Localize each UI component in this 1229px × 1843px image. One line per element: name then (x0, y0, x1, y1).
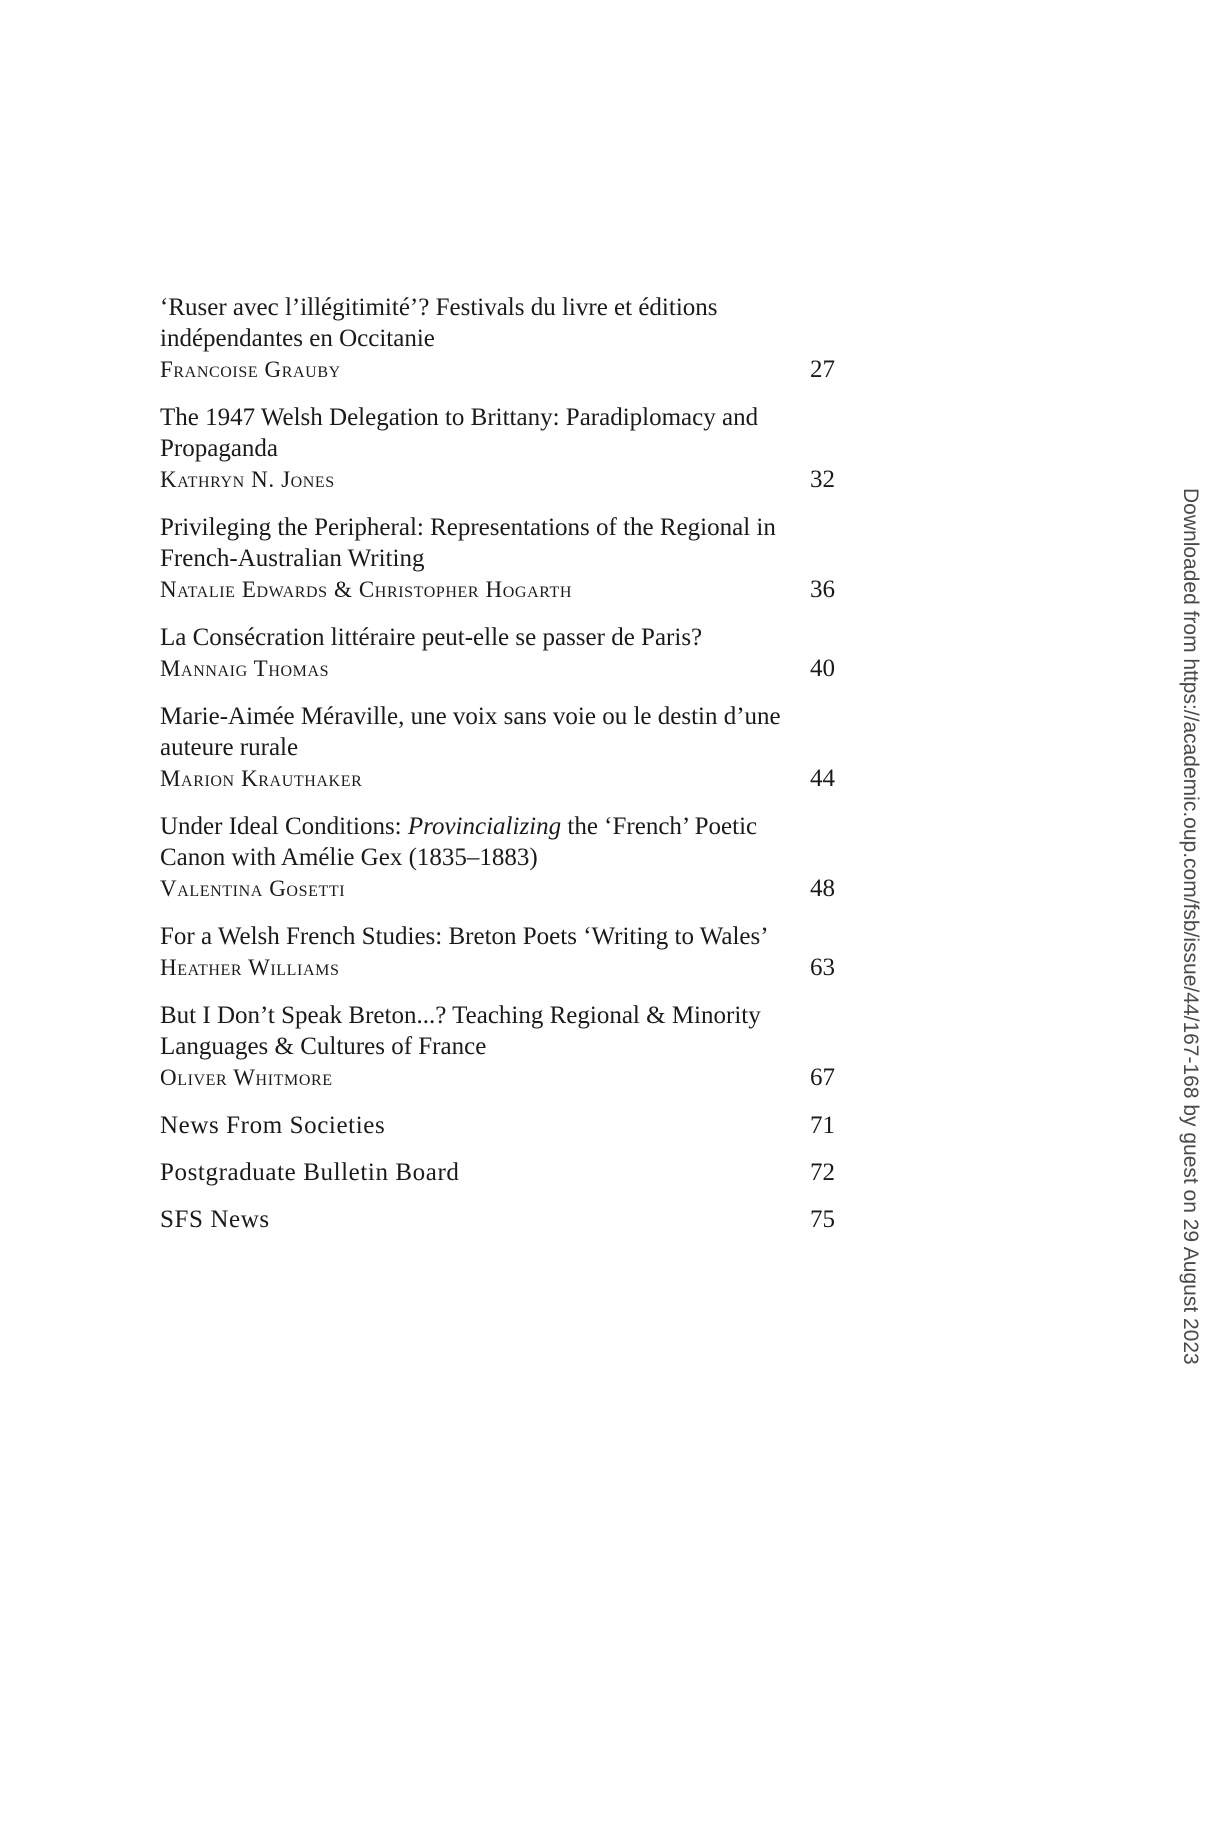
toc-entry (160, 1000, 835, 1093)
entry-title-part: ‘Ruser avec l’illégitimité’? Festivals du livre et éditions indépendantes en Occitanie (160, 294, 718, 352)
entry-title (160, 921, 800, 952)
entry-title-part: For a Welsh French Studies: Breton Poets ‘Writing to Wales’ (160, 923, 769, 950)
entry-title (160, 292, 800, 354)
toc-section (160, 1204, 835, 1235)
entry-title-part: The 1947 Welsh Delegation to Brittany: Paradiplomacy and Propaganda (160, 404, 759, 462)
entry-author: Heather Williams (160, 955, 340, 980)
entry-author: Mannaig Thomas (160, 656, 330, 681)
section-page-number: 75 (810, 1206, 835, 1233)
entry-title (160, 1000, 800, 1062)
entry-page-number: 40 (810, 655, 835, 682)
entry-page-number: 36 (810, 576, 835, 603)
entry-title (160, 811, 800, 873)
section-title: SFS News (160, 1206, 270, 1233)
toc-entries (160, 292, 835, 1093)
toc-sections (160, 1110, 835, 1235)
toc-entry (160, 402, 835, 495)
entry-author: Oliver Whitmore (160, 1065, 333, 1090)
section-title: News From Societies (160, 1112, 386, 1139)
toc-section (160, 1110, 835, 1141)
section-title: Postgraduate Bulletin Board (160, 1159, 460, 1186)
entry-title (160, 701, 800, 763)
download-watermark (1175, 488, 1205, 1418)
toc-section (160, 1157, 835, 1188)
entry-title-part: But I Don’t Speak Breton...? Teaching Regional & Minority Languages & Cultures of France (160, 1002, 761, 1060)
table-of-contents (160, 292, 835, 1251)
entry-title-italic: Provincializing (407, 813, 562, 840)
entry-page-number: 48 (810, 875, 835, 902)
entry-page-number: 32 (810, 466, 835, 493)
entry-page-number: 44 (810, 765, 835, 792)
entry-title-part: Marie-Aimée Méraville, une voix sans voie ou le destin d’une auteure rurale (160, 703, 781, 761)
toc-entry (160, 622, 835, 684)
entry-page-number: 63 (810, 954, 835, 981)
entry-title (160, 622, 800, 653)
section-page-number: 72 (810, 1159, 835, 1186)
entry-title-part: Privileging the Peripheral: Representations of the Regional in French-Australian Writing (160, 514, 776, 572)
toc-entry (160, 512, 835, 605)
entry-author: Marion Krauthaker (160, 766, 363, 791)
entry-page-number: 67 (810, 1064, 835, 1091)
entry-title-part: Under Ideal Conditions: (160, 813, 408, 840)
entry-title (160, 512, 800, 574)
entry-page-number: 27 (810, 356, 835, 383)
entry-title-part: the ‘French’ Poetic Canon with Amélie Gex (1835–1883) (160, 813, 758, 871)
entry-author: Kathryn N. Jones (160, 467, 335, 492)
toc-entry (160, 921, 835, 983)
entry-title (160, 402, 800, 464)
entry-author: Francoise Grauby (160, 357, 341, 382)
toc-entry (160, 701, 835, 794)
entry-author: Natalie Edwards & Christopher Hogarth (160, 577, 573, 602)
entry-title-part: La Consécration littéraire peut-elle se passer de Paris? (160, 624, 703, 651)
download-note-text: Downloaded from https://academic.oup.com/fsb/issue/44/167-168 by guest on 29 August 2023 (1179, 488, 1202, 1365)
toc-entry (160, 811, 835, 904)
entry-author: Valentina Gosetti (160, 876, 346, 901)
toc-entry (160, 292, 835, 385)
section-page-number: 71 (810, 1112, 835, 1139)
